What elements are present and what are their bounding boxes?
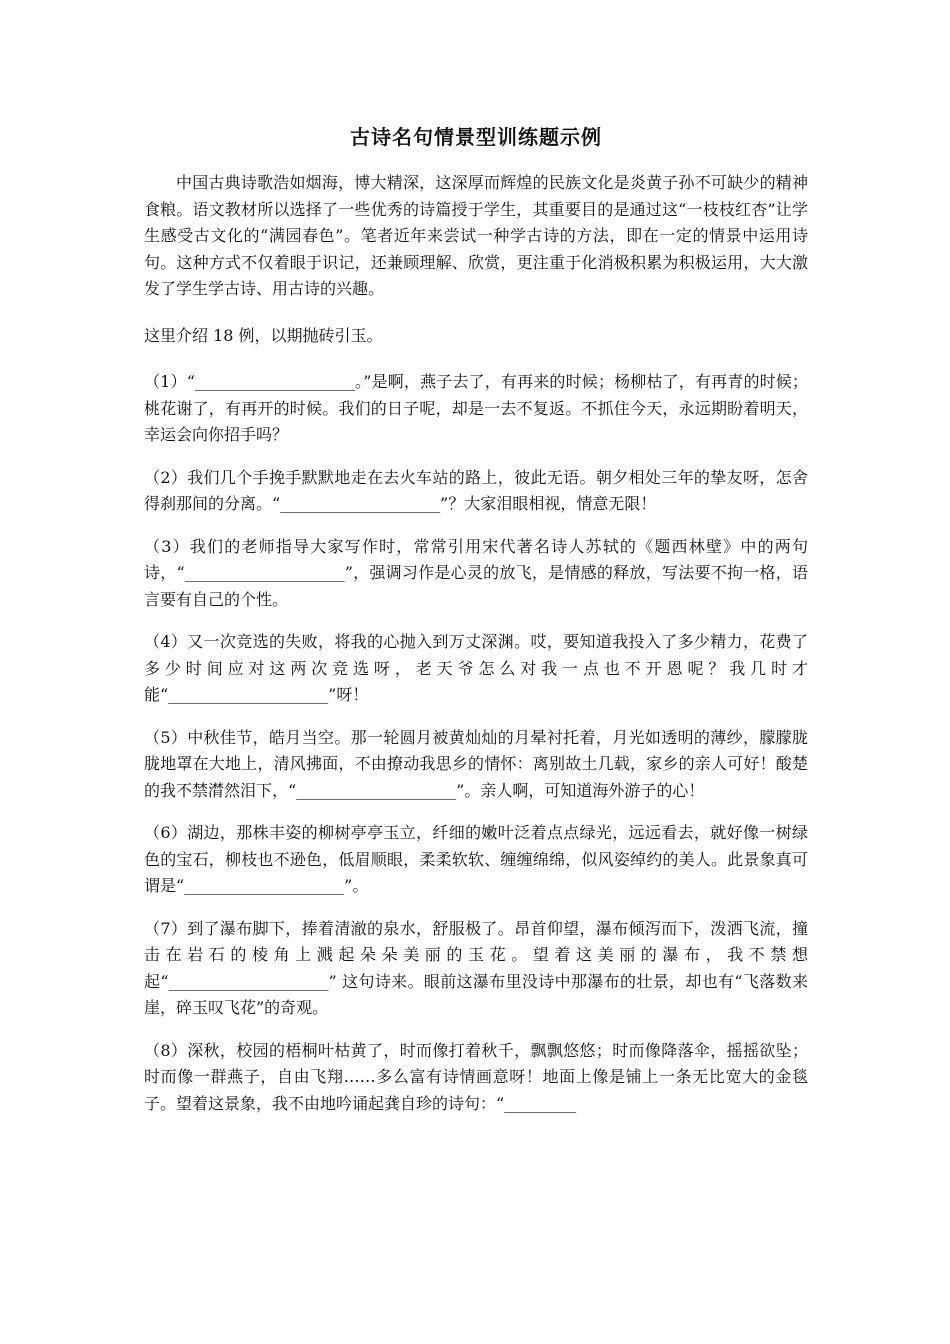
intro-paragraph: 中国古典诗歌浩如烟海，博大精深，这深厚而辉煌的民族文化是炎黄子孙不可缺少的精神食粮。语文教材所以选择了一些优秀的诗篇授于学生，其重要目的是通过这“一枝枝红杏”让学生感受古文化的“满园春色”。笔者近年来尝试一种学古诗的方法，即在一定的情景中运用诗句。这种方式不仅着眼于识记，还兼顾理解、欣赏，更注重于化消极积累为积极运用，大大激发了学生学古诗、用古诗的兴趣。 <box>144 173 808 298</box>
spacer <box>144 518 808 534</box>
exercise-item-2: （2）我们几个手挽手默默地走在去火车站的路上，彼此无语。朝夕相处三年的挚友呀，怎舍得刹那间的分离。“____________________”？大家泪眼相视，情意无限！ <box>144 467 808 513</box>
spacer <box>144 709 808 725</box>
spacer <box>144 900 808 916</box>
exercise-item-6: （6）湖边，那株丰姿的柳树亭亭玉立，纤细的嫩叶泛着点点绿光，远远看去，就好像一树绿色的宝石，柳枝也不逊色，低眉顺眼，柔柔软软、缠缠绵绵，似风姿绰约的美人。此景象真可谓是“____________________”。 <box>144 823 808 895</box>
document-page <box>144 112 808 1117</box>
exercise-item-3: （3）我们的老师指导大家写作时，常常引用宋代著名诗人苏轼的《题西林壁》中的两句诗，“____________________”，强调习作是心灵的放飞，是情感的释放，写法要不拘一格，语言要有自己的个性。 <box>144 536 808 609</box>
exercise-item-5: （5）中秋佳节，皓月当空。那一轮圆月被黄灿灿的月晕衬托着，月光如透明的薄纱，朦朦胧胧地罩在大地上，清风拂面，不由撩动我思乡的情怀：离别故土几载，家乡的亲人可好！酸楚的我不禁潸然泪下，“____________________”。亲人啊，可知道海外游子的心！ <box>144 727 808 800</box>
exercise-item-7: （7）到了瀑布脚下，捧着清澈的泉水，舒服极了。昂首仰望，瀑布倾泻而下，泼洒飞流，撞击在岩石的棱角上溅起朵朵美丽的玉花。望着这美丽的瀑布，我不禁想起“____________________” 这句诗来。眼前这瀑布里没诗中那瀑布的壮景，却也有“飞落数来崖，碎玉叹飞花”的奇观。 <box>144 918 808 1017</box>
exercise-item-1: （1）“____________________。”是啊，燕子去了，有再来的时候；杨柳枯了，有再青的时候；桃花谢了，有再开的时候。我们的日子呢，却是一去不复返。不抓住今天，永远期盼着明天，幸运会向你招手吗？ <box>144 372 808 444</box>
exercise-item-8: （8）深秋，校园的梧桐叶枯黄了，时而像打着秋千，飘飘悠悠；时而像降落伞，摇摇欲坠；时而像一群燕子，自由飞翔……多么富有诗情画意呀！地面上像是铺上一条无比宽大的金毯子。望着这景象，我不由地吟诵起龚自珍的诗句：“_________ <box>144 1040 808 1113</box>
spacer <box>144 449 808 465</box>
spacer <box>144 303 808 323</box>
spacer <box>144 1022 808 1038</box>
note-paragraph: 这里介绍 18 例，以期抛砖引玉。 <box>144 325 383 345</box>
spacer <box>144 804 808 820</box>
spacer <box>144 613 808 629</box>
spacer <box>144 349 808 369</box>
exercise-item-4: （4）又一次竞选的失败，将我的心抛入到万丈深渊。哎，要知道我投入了多少精力，花费了多少时间应对这两次竞选呀，老天爷怎么对我一点也不开恩呢？我几时才能“____________________”呀！ <box>144 632 808 704</box>
document-title: 古诗名句情景型训练题示例 <box>350 125 602 149</box>
